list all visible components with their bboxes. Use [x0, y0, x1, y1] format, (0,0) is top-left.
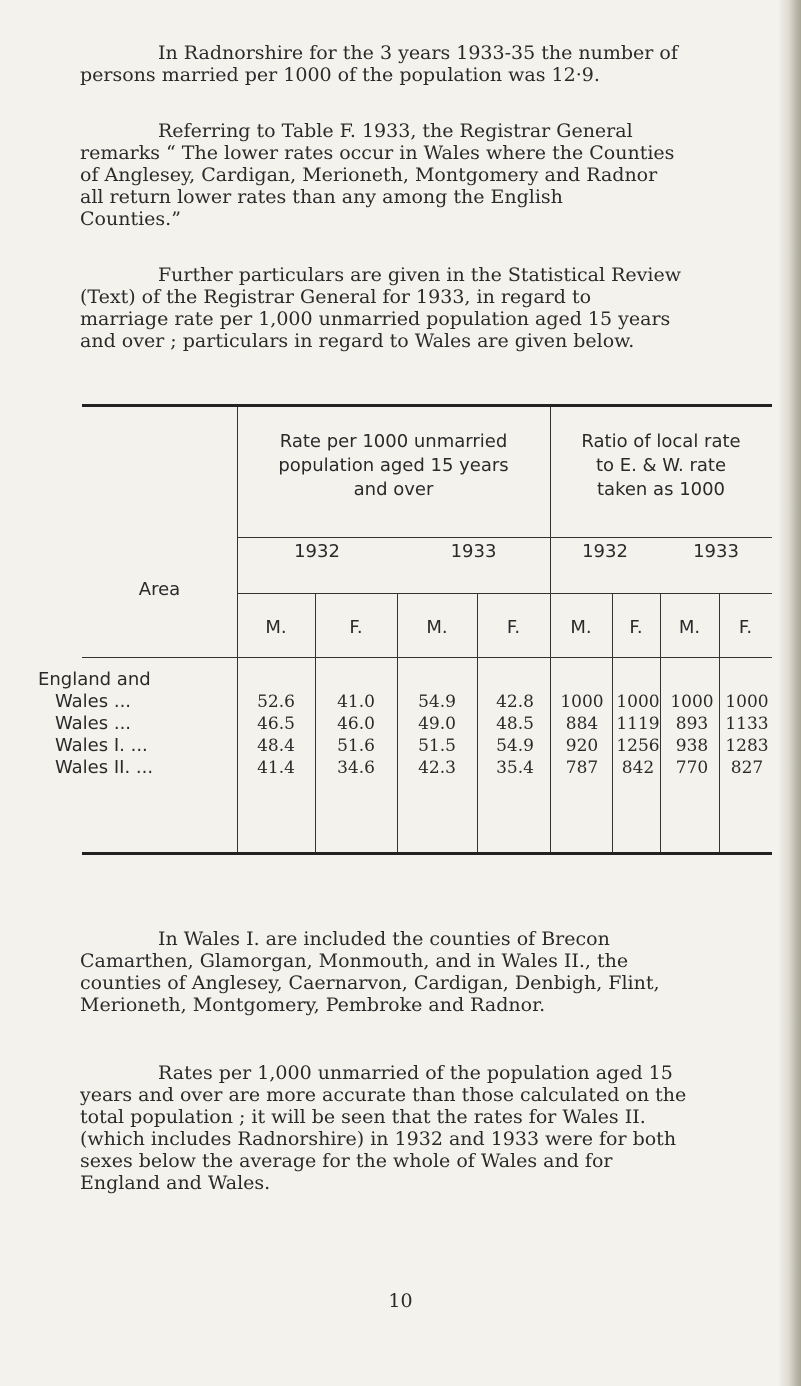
table-cell: 1000 — [560, 692, 604, 712]
table-cell: 827 — [730, 758, 764, 778]
table-cell: 48.5 — [496, 714, 534, 734]
paragraph-4-line-1: In Wales I. are included the counties of Brecon — [158, 928, 610, 950]
paragraph-2-line-2: remarks “ The lower rates occur in Wales where the Counties — [80, 142, 675, 164]
paragraph-5-line-4: (which includes Radnorshire) in 1932 and 1933 were for both — [80, 1128, 677, 1150]
table-cell: 1283 — [725, 736, 769, 756]
paragraph-1-line-1: In Radnorshire for the 3 years 1933-35 the number of — [158, 42, 678, 64]
paragraph-1-line-2: persons married per 1000 of the population was 12·9. — [80, 64, 600, 86]
table-cell: 1133 — [725, 714, 769, 734]
year-1932-rate: 1932 — [294, 541, 340, 562]
paragraph-4-line-4: Merioneth, Montgomery, Pembroke and Radnor. — [80, 994, 546, 1016]
paragraph-5 — [80, 1062, 770, 1194]
paragraph-4 — [80, 928, 770, 1016]
paragraph-3-line-1: Further particulars are given in the Statistical Review — [158, 264, 681, 286]
table-cell: 1119 — [616, 714, 660, 734]
year-1933-ratio: 1933 — [693, 541, 739, 562]
paragraph-5-line-5: sexes below the average for the whole of Wales and for — [80, 1150, 613, 1172]
table-cell: 893 — [675, 714, 709, 734]
marriage-rate-table — [38, 404, 772, 855]
table-cell: 770 — [675, 758, 709, 778]
paragraph-5-line-3: total population ; it will be seen that the rates for Wales II. — [80, 1106, 646, 1128]
row-area-label: Wales II. ... — [55, 757, 154, 778]
paragraph-2-line-1: Referring to Table F. 1933, the Registrar General — [158, 120, 633, 142]
paragraph-5-line-2: years and over are more accurate than those calculated on the — [80, 1084, 687, 1106]
table-cell: 42.3 — [418, 758, 456, 778]
table-cell: 920 — [565, 736, 599, 756]
table-cell: 884 — [565, 714, 599, 734]
table-cell: 1000 — [725, 692, 769, 712]
sex-header: M. — [678, 617, 701, 638]
sex-header: F. — [349, 617, 363, 638]
table-sex-rule — [237, 593, 772, 594]
table-cell: 54.9 — [418, 692, 456, 712]
paragraph-2-line-4: all return lower rates than any among the English — [80, 186, 563, 208]
paragraph-2-line-3: of Anglesey, Cardigan, Merioneth, Montgomery and Radnor — [80, 164, 658, 186]
table-cell: 938 — [675, 736, 709, 756]
table-cell: 1256 — [616, 736, 660, 756]
rate-header-line-2: population aged 15 years — [278, 455, 509, 476]
year-1933-rate: 1933 — [450, 541, 497, 562]
table-cell: 787 — [565, 758, 599, 778]
table-cell: 48.4 — [257, 736, 295, 756]
table-header-rule — [82, 657, 772, 658]
table-cell: 51.5 — [418, 736, 456, 756]
table-cell: 54.9 — [496, 736, 534, 756]
row-area-label: England and — [38, 669, 151, 690]
paragraph-5-line-6: England and Wales. — [80, 1172, 271, 1194]
table-cell: 1000 — [616, 692, 660, 712]
ratio-header-line-1: Ratio of local rate — [581, 431, 741, 452]
row-area-label: Wales I. ... — [55, 735, 148, 756]
sex-header: M. — [265, 617, 287, 638]
area-header: Area — [138, 579, 181, 600]
table-cell: 49.0 — [418, 714, 456, 734]
table-cell: 46.5 — [257, 714, 295, 734]
paragraph-4-line-2: Camarthen, Glamorgan, Monmouth, and in Wales II., the — [80, 950, 629, 972]
table-cell: 34.6 — [337, 758, 375, 778]
table-cell: 41.0 — [337, 692, 375, 712]
paragraph-3-line-4: and over ; particulars in regard to Wales are given below. — [80, 330, 635, 352]
table-cell: 35.4 — [496, 758, 534, 778]
rate-header-line-1: Rate per 1000 unmarried — [279, 431, 508, 452]
table-cell: 842 — [621, 758, 655, 778]
paragraph-5-line-1: Rates per 1,000 unmarried of the population aged 15 — [158, 1062, 673, 1084]
sex-header: M. — [426, 617, 448, 638]
table-cell: 41.4 — [257, 758, 295, 778]
paragraph-4-line-3: counties of Anglesey, Caernarvon, Cardigan, Denbigh, Flint, — [80, 972, 660, 994]
year-1932-ratio: 1932 — [582, 541, 628, 562]
table-cell: 52.6 — [257, 692, 295, 712]
sex-header: M. — [570, 617, 592, 638]
table-cell: 42.8 — [496, 692, 534, 712]
table-cell: 51.6 — [337, 736, 375, 756]
paragraph-1 — [80, 42, 770, 86]
sex-header: F. — [738, 617, 753, 638]
table-cell: 1000 — [670, 692, 714, 712]
page-edge-shadow — [779, 0, 801, 1386]
ratio-header-line-2: to E. & W. rate — [595, 455, 727, 476]
sex-header: F. — [629, 617, 643, 638]
row-area-label: Wales ... — [55, 691, 132, 712]
paragraph-3-line-2: (Text) of the Registrar General for 1933, in regard to — [80, 286, 592, 308]
paragraph-3 — [80, 264, 770, 352]
page-number: 10 — [388, 1290, 413, 1312]
row-area-label: Wales ... — [55, 713, 132, 734]
paragraph-3-line-3: marriage rate per 1,000 unmarried population aged 15 years — [80, 308, 671, 330]
sex-header: F. — [506, 617, 521, 638]
rate-header-line-3: and over — [353, 479, 434, 500]
paragraph-2-line-5: Counties.” — [80, 208, 181, 230]
paragraph-2 — [80, 120, 770, 230]
ratio-header-line-3: taken as 1000 — [596, 479, 725, 500]
table-year-rule — [237, 537, 772, 538]
table-cell: 46.0 — [337, 714, 375, 734]
